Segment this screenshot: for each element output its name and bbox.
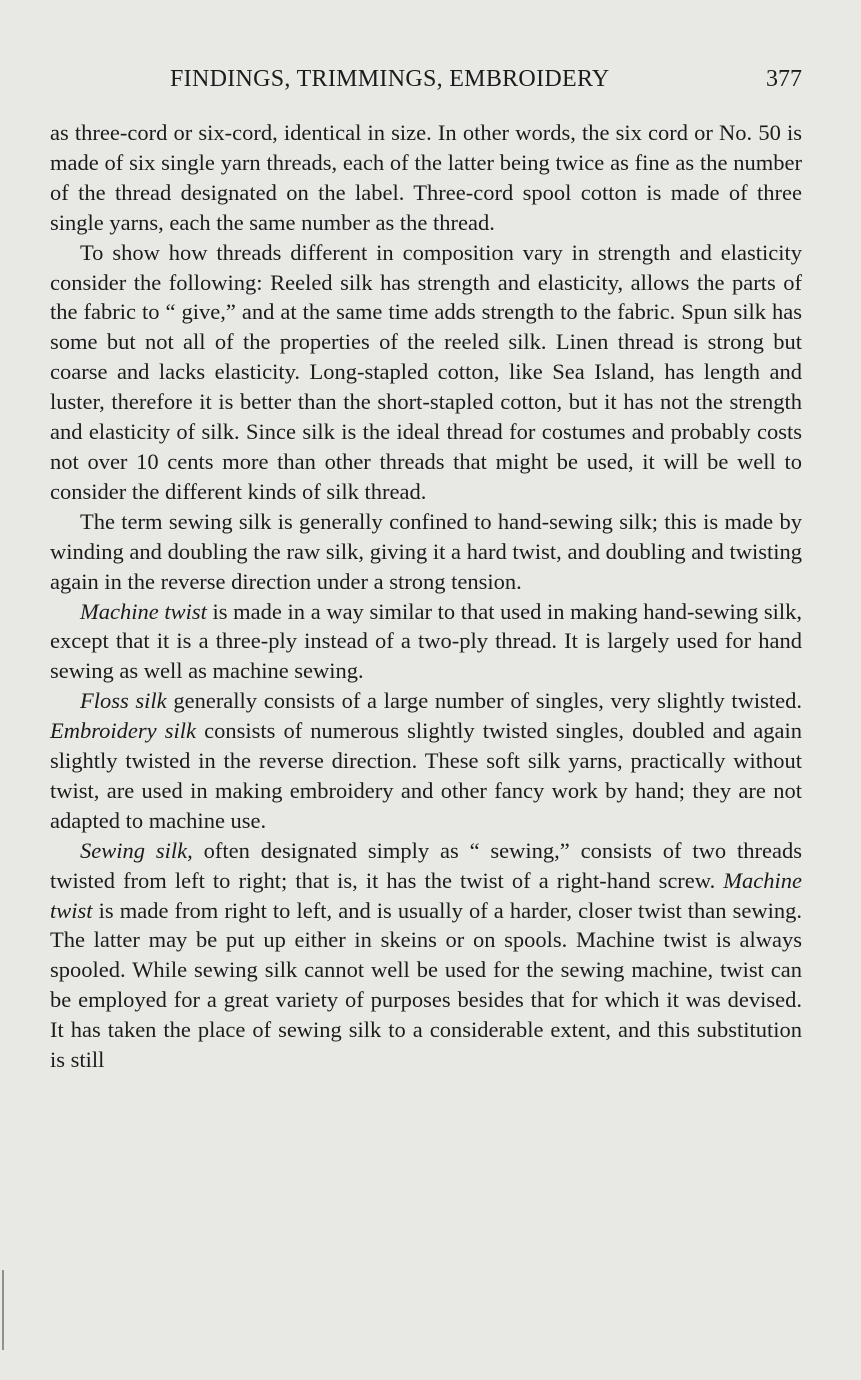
italic-term-sewing-silk: Sewing silk,	[80, 837, 193, 863]
paragraph-2	[50, 238, 802, 507]
text-segment: often designated simply as “ sewing,” consists of two threads twisted from left to right; that is, it has the twist of a right-hand screw.	[50, 837, 803, 893]
page-number: 377	[766, 66, 802, 92]
text-segment: generally consists of a large number of singles, very slightly twisted.	[166, 688, 802, 714]
text-segment: The term sewing silk is generally confined to hand-sewing silk; this is made by winding and doubling the raw silk, giving it a hard twist, and doubling and twisting again in the reverse direction under a strong tension.	[50, 508, 802, 594]
paragraph-6	[50, 836, 802, 1075]
scan-edge-mark	[2, 1270, 4, 1350]
text-segment: is made from right to left, and is usually of a harder, closer twist than sewing. The latter may be put up either in skeins or on spools. Machine twist is always spooled. While sewing silk cannot well be used for the sewing machine, twist can be employed for a great variety of purposes besides that for which it was devised. It has taken the place of sewing silk to a considerable extent, and this substitution is still	[50, 897, 802, 1073]
text-segment: consists of numerous slightly twisted singles, doubled and again slightly twisted in the reverse direction. These soft silk yarns, practically without twist, are used in making embroidery and other fancy work by hand; they are not adapted to machine use.	[50, 718, 802, 833]
italic-term-floss-silk: Floss silk	[80, 688, 167, 714]
text-segment: To show how threads different in composition vary in strength and elasticity consider the following: Reeled silk has strength and elasticity, allows the parts of the fabric to “ give,” and at the same time adds strength to the fabric. Spun silk has some but not all of the properties of the reeled silk. Linen thread is strong but coarse and lacks elasticity. Long-stapled cotton, like Sea Island, has length and luster, therefore it is better than the short-stapled cotton, but it has not the strength and elasticity of silk. Since silk is the ideal thread for costumes and probably costs not over 10 cents more than other threads that might be used, it will be well to consider the different kinds of silk thread.	[50, 239, 802, 504]
running-head: FINDINGS, TRIMMINGS, EMBROIDERY	[170, 66, 610, 92]
page-header	[50, 64, 802, 100]
text-segment: as three-cord or six-cord, identical in size. In other words, the six cord or No. 50 is made of six single yarn threads, each of the latter being twice as fine as the number of the thread designated on the label. Three-cord spool cotton is made of three single yarns, each the same number as the thread.	[50, 120, 802, 235]
text-segment: is made in a way similar to that used in making hand-sewing silk, except that it is a three-ply instead of a two-ply thread. It is largely used for hand sewing as well as machine sewing.	[50, 598, 803, 684]
paragraph-1	[50, 118, 802, 238]
paragraph-3	[50, 507, 802, 597]
body-text	[50, 118, 802, 1075]
italic-term-embroidery-silk: Embroidery silk	[50, 718, 196, 744]
italic-term-machine-twist: Machine twist	[50, 867, 802, 923]
italic-term-machine-twist: Machine twist	[80, 598, 207, 624]
paragraph-5	[50, 686, 802, 836]
paragraph-4	[50, 597, 802, 687]
